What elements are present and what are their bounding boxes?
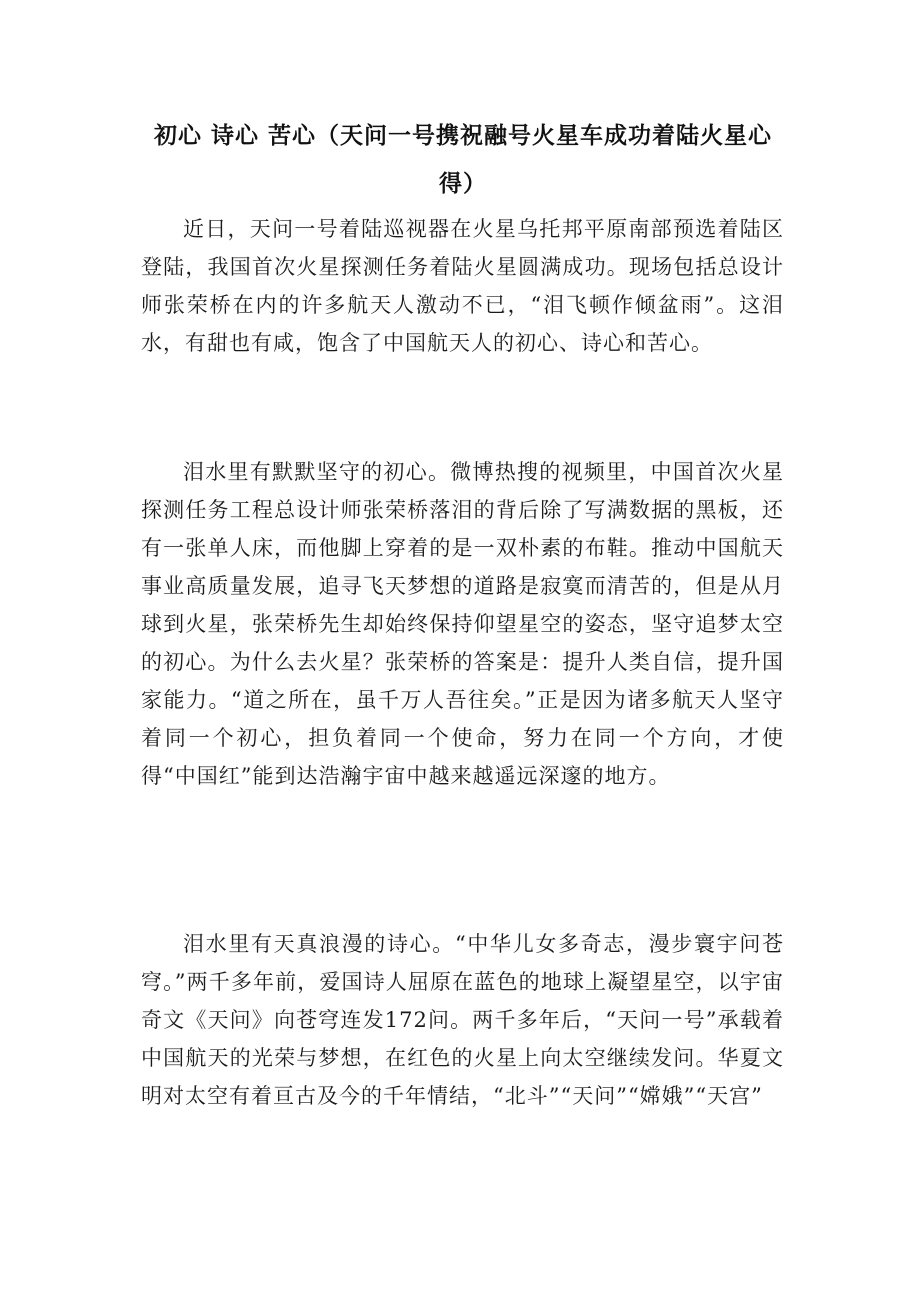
paragraph-original-aspiration: 泪水里有默默坚守的初心。微博热搜的视频里，中国首次火星探测任务工程总设计师张荣桥落泪的背后除了写满数据的黑板，还有一张单人床，而他脚上穿着的是一双朴素的布鞋。推动中国航天事业高质量发展，追寻飞天梦想的道路是寂寞而清苦的，但是从月球到火星，张荣桥先生却始终保持仰望星空的姿态，坚守追梦太空的初心。为什么去火星？张荣桥的答案是：提升人类自信，提升国家能力。“道之所在，虽千万人吾往矣。”正是因为诸多航天人坚守着同一个初心，担负着同一个使命，努力在同一个方向，才使得“中国红”能到达浩瀚宇宙中越来越遥远深邃的地方。 (141, 460, 784, 788)
paragraph-poetic-heart: 泪水里有天真浪漫的诗心。“中华儿女多奇志，漫步寰宇问苍穹。”两千多年前，爱国诗人屈原在蓝色的地球上凝望星空，以宇宙奇文《天问》向苍穹连发172问。两千多年后，“天问一号”承载着中国航天的光荣与梦想，在红色的火星上向太空继续发问。华夏文明对太空有着亘古及今的千年情结，“北斗”“天问”“嫦娥”“天宫” (141, 932, 784, 1108)
document-title: 初心 诗心 苦心（天问一号携祝融号火星车成功着陆火星心得） (153, 123, 772, 197)
paragraph-intro: 近日，天问一号着陆巡视器在火星乌托邦平原南部预选着陆区登陆，我国首次火星探测任务着陆火星圆满成功。现场包括总设计师张荣桥在内的许多航天人激动不已，“泪飞顿作倾盆雨”。这泪水，有甜也有咸，饱含了中国航天人的初心、诗心和苦心。 (141, 217, 784, 355)
